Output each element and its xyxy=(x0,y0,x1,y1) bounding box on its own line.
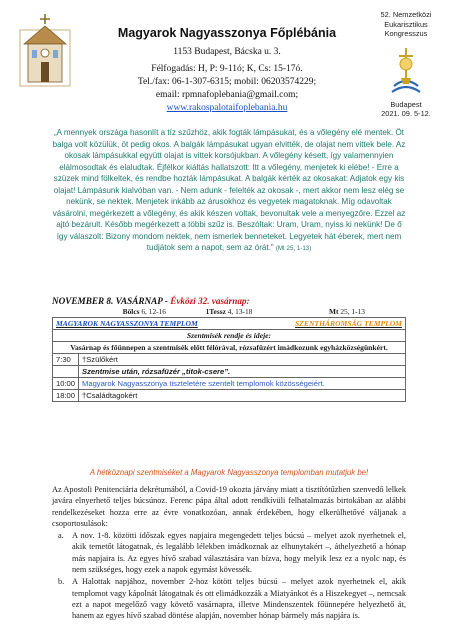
table-row xyxy=(53,354,406,366)
order-heading-row xyxy=(53,330,406,342)
reading-3-book: Mt xyxy=(329,307,339,316)
reading-2-ref: 4, 13-18 xyxy=(227,307,253,316)
parish-address: 1153 Budapest, Bácska u. 3. xyxy=(173,47,281,57)
mass-schedule-table xyxy=(52,317,406,402)
parish-header xyxy=(92,26,362,115)
reading-1 xyxy=(52,307,170,316)
mass-time: 10:00 xyxy=(53,378,79,390)
reading-3-ref: 25, 1-13 xyxy=(340,307,365,316)
congress-city: Budapest xyxy=(390,99,422,109)
congress-badge xyxy=(366,10,446,119)
schedule-header-cell xyxy=(53,318,406,330)
table-row xyxy=(53,390,406,402)
order-heading: Szentmisék rendje és ideje: xyxy=(53,330,406,342)
weekday-notice: A hétköznapi szentmiséket a Magyarok Nagyasszonya templomban mutatjuk be! xyxy=(89,468,369,477)
church-a-label: MAGYAROK NAGYASSZONYA TEMPLOM xyxy=(56,319,198,328)
congress-line-3: Kongresszus xyxy=(384,29,428,39)
mass-intention: Magyarok Nagyasszonya tiszteletére szentelt templomok közösségeiért. xyxy=(79,378,406,390)
decree-text xyxy=(52,484,406,622)
parish-title: Magyarok Nagyasszonya Főplébánia xyxy=(117,26,337,40)
reading-3 xyxy=(288,307,406,316)
eucharistic-congress-icon xyxy=(384,42,428,98)
mass-intention: †Szülőkért xyxy=(79,354,406,366)
order-note: Vasárnap és főünnepen a szentmisék előtt félórával, rózsafüzért imádkozunk egyházközségünkért. xyxy=(53,342,406,354)
mass-time: 18:00 xyxy=(53,390,79,402)
mass-intention: Szentmise után, rózsafüzér „titok-csere”. xyxy=(79,366,406,378)
decree-intro: Az Apostoli Penitenciária dekrétumából, a Covid-19 okozta járvány miatt a tisztítótűzben szenvedő lelkek javára elnyerhető teljes búcsúnoz. Ferenc pápa által adott rendkívüli felhatalmazás birtokában az alábbi rendelkezéseket hozza erre az évre vonatkozóan, annak érdekében, hogy elkerülhetővé váljanak a csoportosulások: xyxy=(52,485,406,528)
list-item xyxy=(52,530,406,575)
mass-time xyxy=(53,366,79,378)
congress-line-2: Eukarisztikus xyxy=(384,19,428,29)
congress-dates: 2021. 09. 5-12. xyxy=(381,109,431,119)
mass-intention: †Családtagokért xyxy=(79,390,406,402)
mass-time: 7:30 xyxy=(53,354,79,366)
list-item xyxy=(52,576,406,621)
sunday-liturgical-name: Évközi 32. vasárnap: xyxy=(170,296,250,306)
schedule-header-row xyxy=(53,318,406,330)
parish-phone: Tel./fax: 06-1-307-6315; mobil: 06203574229; xyxy=(137,77,317,87)
gospel-verse-reference: (Mt 25, 1-13) xyxy=(275,245,312,252)
table-row xyxy=(53,378,406,390)
parish-email: email: rpmnafoplebania@gmail.com; xyxy=(155,90,299,100)
list-text: A Halottak napjához, november 2-hoz kötött teljes búcsú – melyet azok nyerhetnek el, akik templomot vagy kápolnát látogatnak és ott elimádkozzák a Miatyánkot és a Hiszekegyet –, nemcsak ezt a napot megelőző vagy követő vasárnapra, illetve Mindenszentek főünnepére helyezhető át, hanem az egyes hívő szabad döntése alapján, november hónap bármely más napjára is. xyxy=(72,577,406,621)
reading-1-book: Bölcs xyxy=(122,307,140,316)
sunday-date: NOVEMBER 8. VASÁRNAP - xyxy=(52,296,171,306)
office-hours: Félfogadás: H, P: 9-11ó; K, Cs: 15-17ó. xyxy=(151,64,303,74)
order-note-row xyxy=(53,342,406,354)
readings-row xyxy=(52,307,406,316)
church-b-label: SZENTHÁROMSÁG TEMPLOM xyxy=(295,319,402,328)
list-marker: b. xyxy=(58,577,65,587)
sunday-section xyxy=(52,296,406,402)
table-row xyxy=(53,366,406,378)
parish-website-link[interactable]: www.rakospalotaifoplebania.hu xyxy=(166,103,288,113)
reading-2-book: 1Tessz xyxy=(205,307,226,316)
sunday-title xyxy=(52,296,406,306)
reading-2 xyxy=(170,307,288,316)
gospel-verse-text: „A mennyek országa hasonlít a tíz szűzhöz, akik fogták lámpásukat, és a vőlegény elé mentek. Öt balga volt közülük, öt pedig okos. A balgák lámpásukat ugyan elvitték, de olajat nem vittek bele. Az okosak lámpásukkal együtt olajat is vittek korsójukban. A vőlegény késett, így valamennyien elálmosodtak és elaludtak. Éjfélkor kiáltás hallatszott: Itt a vőlegény, menjetek ki elébe! - Erre a szüzek mind fölkeltek, és rendbe hozták lámpásukat. A balgák kérték az okosakat: Adjatok egy kis olajat! Lámpásunk kialvóban van. - Nem adunk - felelték az okosak -, mert akkor nem lesz elég se nekünk, se nektek. Menjetek inkább az árusokhoz és vegyetek magatoknak. Míg odavoltak vásárolni, megérkezett a vőlegény, és akik készen voltak, bevonultak vele a menyegzőre. Ezzel az ajtó bezárult. Később megérkezett a többi szűz is. Beszóltak: Uram, Uram, nyiss ki nekünk! De ő így válaszolt: Bizony mondom nektek, nem ismerlek benneteket. Legyetek hát éberek, mert nem tudjátok sem a napot, sem az órát.” xyxy=(52,128,406,252)
reading-1-ref: 6, 12-16 xyxy=(141,307,166,316)
list-marker: a. xyxy=(58,531,64,541)
church-emblem-icon xyxy=(14,10,76,90)
gospel-verse xyxy=(52,127,406,255)
list-text: A nov. 1-8. közötti időszak egyes napjaira megengedett teljes búcsú – melyet azok nyerhetnek el, akik temetőt látogatnak, és legalább lélekben imádkoznak az elhunytakért –, áthelyezhető a hónap más napjaira is. Az egyes hívő szabad választására van bízva, hogy melyik lesz ez a nyolc nap, és nem szükséges, hogy ezek a napok egymást kövessék. xyxy=(72,531,406,575)
congress-line-1: 52. Nemzetközi xyxy=(380,10,432,19)
